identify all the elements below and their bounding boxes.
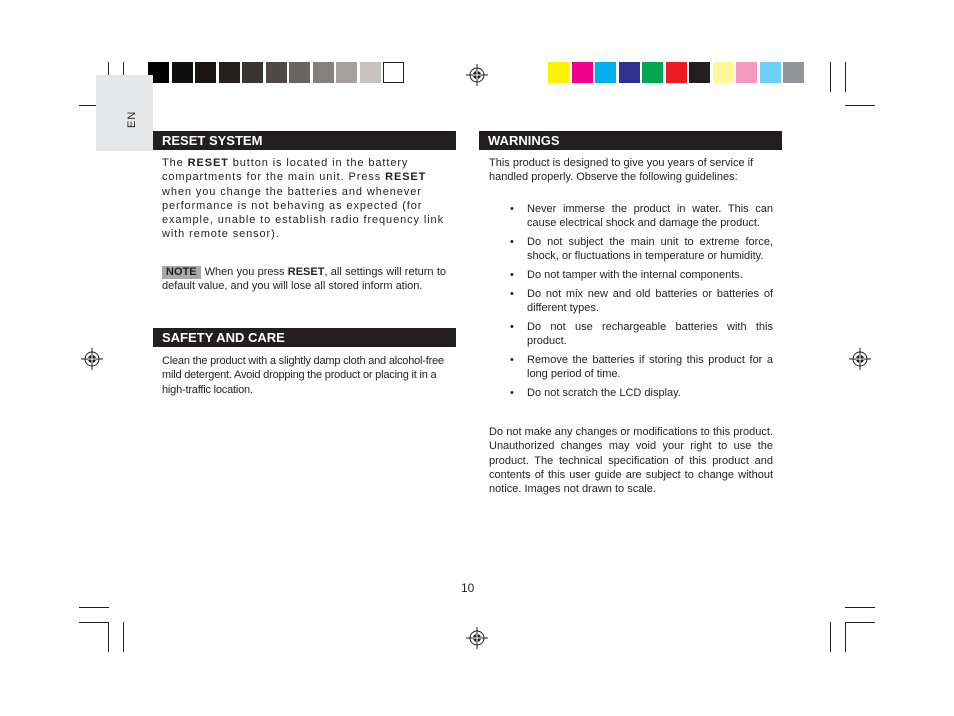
language-tab: [96, 75, 153, 151]
bullet-icon: •: [510, 287, 514, 300]
reset-keyword: RESET: [385, 171, 427, 184]
color-swatch: [783, 62, 804, 83]
color-swatch: [195, 62, 216, 83]
color-swatch: [713, 62, 734, 83]
color-swatch: [595, 62, 616, 83]
warning-item: [489, 353, 773, 382]
warnings-heading: WARNINGS: [479, 131, 782, 150]
crop-mark: [79, 622, 109, 623]
color-swatch: [548, 62, 569, 83]
safety-text: Clean the product with a slightly damp cloth and alcohol-free mild detergent. Avoid dropping the product or placing it in a high-traffic location.: [162, 355, 444, 396]
reset-keyword: RESET: [187, 157, 229, 169]
crop-mark: [845, 62, 846, 92]
text-run: The: [162, 157, 188, 169]
registration-mark-icon: [466, 64, 488, 86]
warning-text: Do not tamper with the internal components.: [527, 269, 743, 282]
safety-heading: SAFETY AND CARE: [153, 328, 456, 347]
color-swatch: [289, 62, 310, 83]
warning-text: Remove the batteries if storing this product for a long period of time.: [527, 354, 773, 381]
color-swatch: [313, 62, 334, 83]
color-swatch: [760, 62, 781, 83]
warning-item: [489, 287, 773, 316]
color-swatch: [572, 62, 593, 83]
text-run: when you change the batteries and whenever performance is not behaving as expected (for example, unable to establish radio frequency link with remote sensor).: [162, 185, 444, 241]
crop-mark: [108, 622, 109, 652]
registration-mark-icon: [849, 348, 871, 370]
bullet-icon: •: [510, 387, 514, 400]
color-swatch: [336, 62, 357, 83]
reset-system-heading: RESET SYSTEM: [153, 131, 456, 150]
warning-item: [489, 386, 773, 400]
crop-mark: [845, 622, 875, 623]
warning-text: Do not subject the main unit to extreme force, shock, or fluctuations in temperature or humidity.: [527, 236, 773, 263]
color-swatch: [619, 62, 640, 83]
warning-text: Do not mix new and old batteries or batteries of different types.: [527, 287, 773, 315]
bullet-icon: •: [510, 321, 514, 334]
crop-mark: [123, 622, 124, 652]
language-tab-label: EN: [126, 110, 138, 128]
warning-item: [489, 202, 773, 231]
crop-mark: [845, 607, 875, 608]
warnings-intro: This product is designed to give you years of service if handled properly. Observe the following guidelines:: [489, 157, 754, 184]
note-badge: NOTE: [162, 266, 201, 279]
reset-note: [162, 265, 446, 294]
color-swatch: [642, 62, 663, 83]
warning-item: [489, 320, 773, 349]
warning-item: [489, 235, 773, 264]
warning-item: [489, 268, 773, 282]
crop-mark: [845, 622, 846, 652]
bullet-icon: •: [510, 269, 514, 282]
crop-mark: [79, 607, 109, 608]
crop-mark: [830, 622, 831, 652]
reset-keyword: RESET: [287, 266, 325, 278]
registration-mark-icon: [81, 348, 103, 370]
color-swatch: [689, 62, 710, 83]
color-swatch: [172, 62, 193, 83]
color-swatch: [242, 62, 263, 83]
bullet-icon: •: [510, 236, 514, 249]
color-swatch: [736, 62, 757, 83]
text-run: button is located in the battery compartments for the main unit. Press: [162, 157, 409, 184]
warnings-list: [489, 202, 773, 405]
bullet-icon: •: [510, 203, 514, 215]
text-run: , all settings will return to default value, and you will lose all stored inform ation.: [162, 266, 446, 293]
warnings-closing: Do not make any changes or modifications to this product. Unauthorized changes may void your right to use the product. The technical specification of this product and contents of this user guide are subject to change without notice. Images not drawn to scale.: [489, 426, 773, 496]
page-number: 10: [461, 581, 475, 595]
warning-text: Do not scratch the LCD display.: [527, 387, 681, 400]
warning-text: Never immerse the product in water. This can cause electrical shock and damage the product.: [527, 203, 773, 230]
reset-system-text: [162, 156, 452, 242]
crop-mark: [845, 105, 875, 106]
color-swatch: [360, 62, 381, 83]
color-swatch: [666, 62, 687, 83]
color-swatch: [219, 62, 240, 83]
color-swatch: [383, 62, 404, 83]
warning-text: Do not use rechargeable batteries with this product.: [527, 321, 773, 348]
registration-mark-icon: [466, 627, 488, 649]
color-swatch: [266, 62, 287, 83]
bullet-icon: •: [510, 354, 514, 367]
crop-mark: [830, 62, 831, 92]
text-run: When you press: [204, 266, 288, 278]
